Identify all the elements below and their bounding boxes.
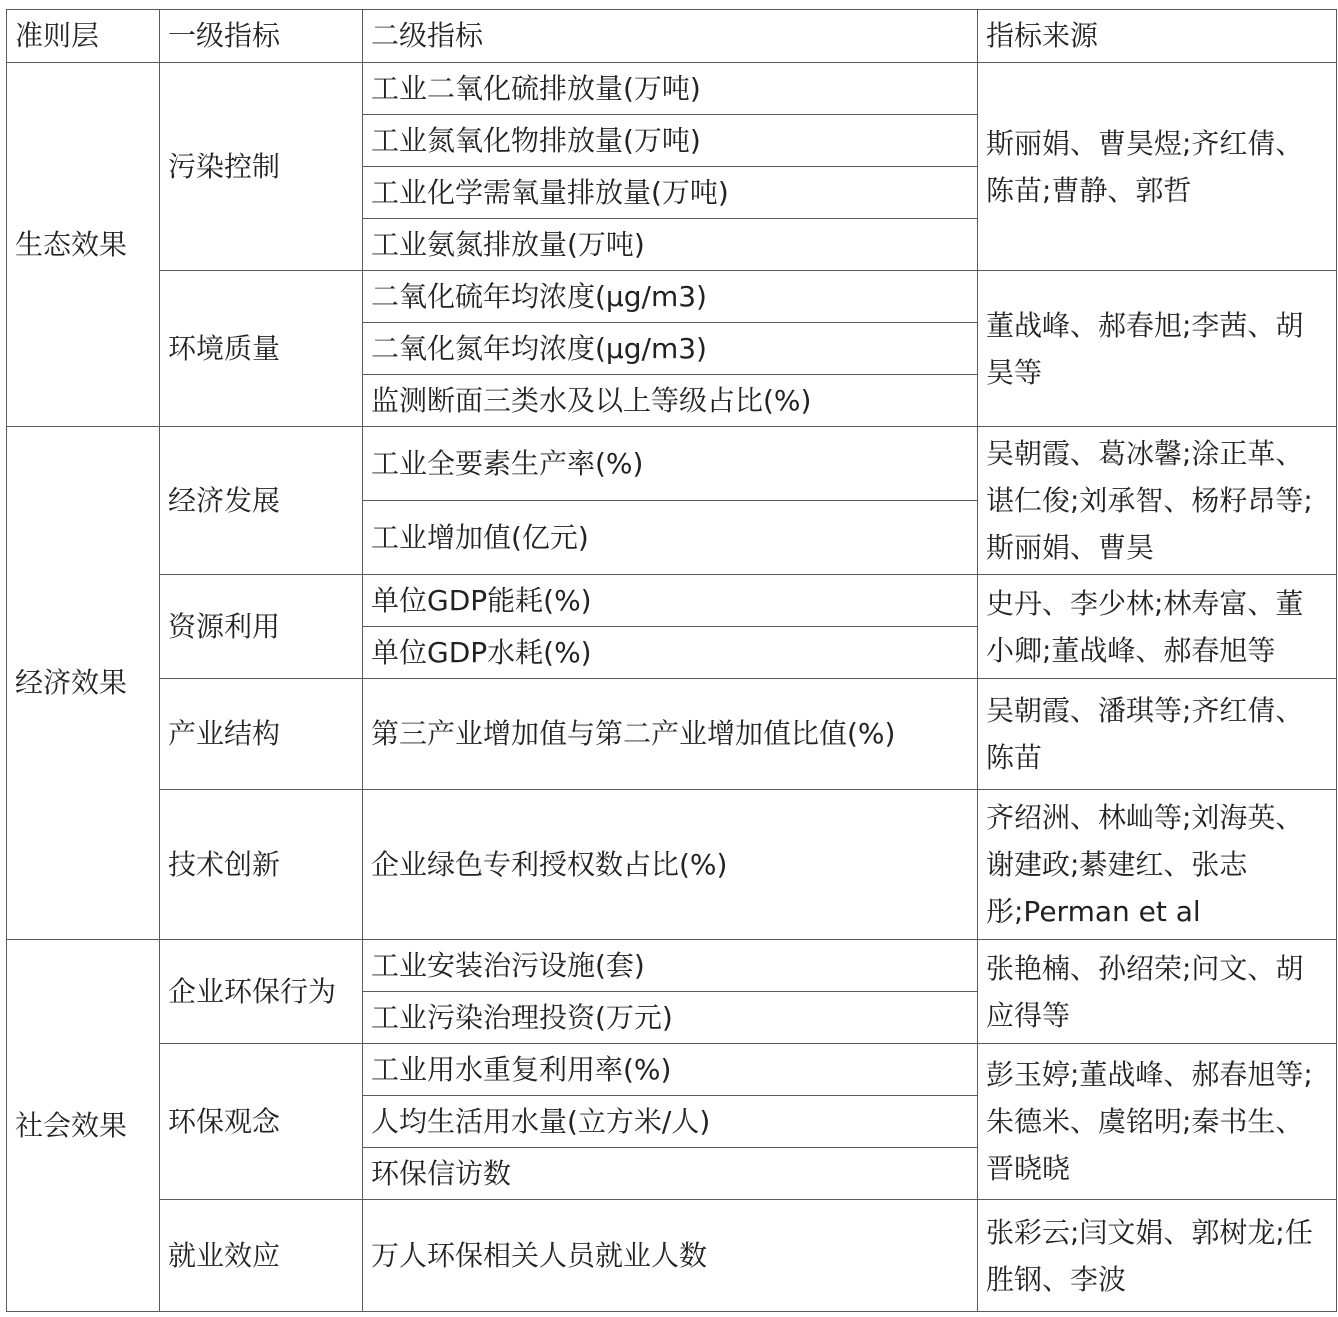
- table-row: [7, 940, 1337, 992]
- secondary-indicator-cell: 万人环保相关人员就业人数: [363, 1200, 978, 1312]
- secondary-indicator-cell: 工业氮氧化物排放量(万吨): [363, 115, 978, 167]
- header-indicator-source: 指标来源: [978, 10, 1337, 63]
- primary-indicator-cell: 污染控制: [160, 63, 363, 271]
- secondary-indicator-cell: 工业全要素生产率(%): [363, 427, 978, 501]
- secondary-indicator-cell: 二氧化氮年均浓度(μg/m3): [363, 323, 978, 375]
- indicator-source-cell: 彭玉婷;董战峰、郝春旭等;朱德米、虞铭明;秦书生、晋晓晓: [978, 1044, 1337, 1200]
- header-secondary-indicator: 二级指标: [363, 10, 978, 63]
- primary-indicator-cell: 企业环保行为: [160, 940, 363, 1044]
- secondary-indicator-cell: 工业增加值(亿元): [363, 501, 978, 575]
- table-header-row: [7, 10, 1337, 63]
- secondary-indicator-cell: 工业污染治理投资(万元): [363, 992, 978, 1044]
- table-row: [7, 790, 1337, 940]
- secondary-indicator-cell: 工业化学需氧量排放量(万吨): [363, 167, 978, 219]
- header-criterion: 准则层: [7, 10, 160, 63]
- indicator-table-container: [6, 9, 1337, 1312]
- criterion-cell: 经济效果: [7, 427, 160, 940]
- table-row: [7, 63, 1337, 115]
- criterion-cell: 社会效果: [7, 940, 160, 1312]
- secondary-indicator-cell: 工业二氧化硫排放量(万吨): [363, 63, 978, 115]
- secondary-indicator-cell: 第三产业增加值与第二产业增加值比值(%): [363, 679, 978, 790]
- primary-indicator-cell: 技术创新: [160, 790, 363, 940]
- table-row: [7, 679, 1337, 790]
- indicator-table: [6, 9, 1337, 1312]
- header-primary-indicator: 一级指标: [160, 10, 363, 63]
- table-row: [7, 575, 1337, 627]
- secondary-indicator-cell: 人均生活用水量(立方米/人): [363, 1096, 978, 1148]
- table-row: [7, 1044, 1337, 1096]
- table-row: [7, 271, 1337, 323]
- secondary-indicator-cell: 工业安装治污设施(套): [363, 940, 978, 992]
- table-row: [7, 1200, 1337, 1312]
- secondary-indicator-cell: 单位GDP水耗(%): [363, 627, 978, 679]
- indicator-source-cell: 董战峰、郝春旭;李茜、胡昊等: [978, 271, 1337, 427]
- primary-indicator-cell: 环境质量: [160, 271, 363, 427]
- secondary-indicator-cell: 监测断面三类水及以上等级占比(%): [363, 375, 978, 427]
- primary-indicator-cell: 资源利用: [160, 575, 363, 679]
- indicator-source-cell: 吴朝霞、潘琪等;齐红倩、陈苗: [978, 679, 1337, 790]
- secondary-indicator-cell: 二氧化硫年均浓度(μg/m3): [363, 271, 978, 323]
- indicator-source-cell: 张艳楠、孙绍荣;问文、胡应得等: [978, 940, 1337, 1044]
- indicator-source-cell: 齐绍洲、林屾等;刘海英、谢建政;綦建红、张志彤;Perman et al: [978, 790, 1337, 940]
- secondary-indicator-cell: 工业用水重复利用率(%): [363, 1044, 978, 1096]
- indicator-source-cell: 史丹、李少林;林寿富、董小卿;董战峰、郝春旭等: [978, 575, 1337, 679]
- primary-indicator-cell: 经济发展: [160, 427, 363, 575]
- criterion-cell: 生态效果: [7, 63, 160, 427]
- secondary-indicator-cell: 环保信访数: [363, 1148, 978, 1200]
- indicator-source-cell: 斯丽娟、曹昊煜;齐红倩、陈苗;曹静、郭哲: [978, 63, 1337, 271]
- primary-indicator-cell: 环保观念: [160, 1044, 363, 1200]
- primary-indicator-cell: 产业结构: [160, 679, 363, 790]
- table-row: [7, 427, 1337, 501]
- indicator-source-cell: 张彩云;闫文娟、郭树龙;任胜钢、李波: [978, 1200, 1337, 1312]
- secondary-indicator-cell: 企业绿色专利授权数占比(%): [363, 790, 978, 940]
- secondary-indicator-cell: 工业氨氮排放量(万吨): [363, 219, 978, 271]
- indicator-source-cell: 吴朝霞、葛冰馨;涂正革、谌仁俊;刘承智、杨籽昂等;斯丽娟、曹昊: [978, 427, 1337, 575]
- secondary-indicator-cell: 单位GDP能耗(%): [363, 575, 978, 627]
- primary-indicator-cell: 就业效应: [160, 1200, 363, 1312]
